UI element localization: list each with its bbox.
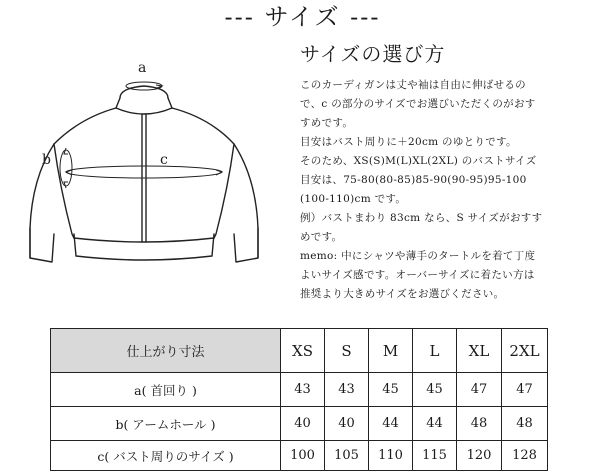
table-cell: 44 <box>369 407 413 441</box>
size-guide <box>300 40 600 304</box>
size-guide-title: サイズの選び方 <box>300 42 446 66</box>
table-header-row <box>51 329 548 373</box>
size-guide-body <box>300 76 600 304</box>
table-cell: 48 <box>457 407 502 441</box>
table-cell: 44 <box>413 407 457 441</box>
guide-line: (100-110)cm です。 <box>300 193 407 205</box>
size-header: S <box>325 329 369 373</box>
table-cell: 47 <box>502 373 548 407</box>
guide-line: で、c の部分のサイズでお選びいただくのがおす <box>300 98 536 110</box>
table-row <box>51 407 548 441</box>
size-header: 2XL <box>502 329 548 373</box>
guide-line: 目安は、75-80(80-85)85-90(90-95)95-100 <box>300 174 527 186</box>
guide-line: 目安はバスト周りに＋20cm のゆとりです。 <box>300 136 517 148</box>
table-cell: 47 <box>457 373 502 407</box>
table-cell: 40 <box>281 407 325 441</box>
table-cell: 48 <box>502 407 548 441</box>
guide-line: このカーディガンは丈や袖は自由に伸ばせるの <box>300 79 526 91</box>
label-a: a <box>138 60 147 76</box>
table-cell: 110 <box>369 441 413 471</box>
cardigan-drawing <box>20 48 290 308</box>
size-header: M <box>369 329 413 373</box>
size-header: XS <box>281 329 325 373</box>
table-cell: 43 <box>325 373 369 407</box>
guide-line: 例）バストまわり 83cm なら、S サイズがおすす <box>300 212 543 224</box>
table-cell: 105 <box>325 441 369 471</box>
guide-line: すめです。 <box>300 117 354 129</box>
table-cell: 40 <box>325 407 369 441</box>
guide-line: memo: 中にシャツや薄手のタートルを着て丁度 <box>300 250 536 262</box>
size-table <box>50 328 548 471</box>
row-label: a( 首回り ) <box>51 373 281 407</box>
table-cell: 120 <box>457 441 502 471</box>
table-row <box>51 441 548 471</box>
size-header: L <box>413 329 457 373</box>
row-label: c( バスト周りのサイズ ) <box>51 441 281 471</box>
table-cell: 45 <box>369 373 413 407</box>
size-header: XL <box>457 329 502 373</box>
label-b: b <box>42 152 51 168</box>
header-label: 仕上がり寸法 <box>51 329 281 373</box>
table-cell: 43 <box>281 373 325 407</box>
page-title: --- サイズ --- <box>224 3 381 31</box>
row-label: b( アームホール ) <box>51 407 281 441</box>
label-c: c <box>160 152 168 168</box>
table-cell: 45 <box>413 373 457 407</box>
cardigan-illustration <box>20 48 290 308</box>
table-cell: 100 <box>281 441 325 471</box>
table-cell: 115 <box>413 441 457 471</box>
guide-line: よいサイズ感です。オーバーサイズに着たい方は <box>300 269 535 281</box>
table-cell: 128 <box>502 441 548 471</box>
guide-line: めです。 <box>300 231 343 243</box>
table-row <box>51 373 548 407</box>
guide-line: 推奨より大きめサイズをお選びください。 <box>300 288 505 300</box>
guide-line: そのため、XS(S)M(L)XL(2XL) のバストサイズ <box>300 155 537 167</box>
